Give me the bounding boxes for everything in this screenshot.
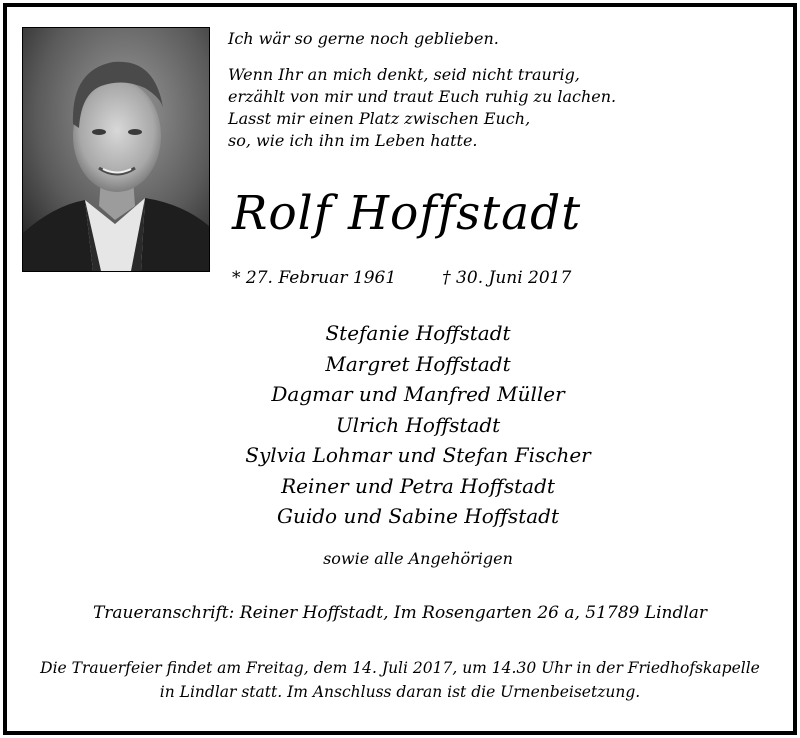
family-list (200, 318, 636, 532)
family-member: Dagmar und Manfred Müller (271, 382, 565, 406)
deceased-name: Rolf Hoffstadt (232, 186, 582, 241)
funeral-notice (0, 656, 800, 704)
funeral-line: Die Trauerfeier findet am Freitag, dem 14. Juli 2017, um 14.30 Uhr in der Friedhofskapelle (40, 659, 760, 677)
family-member: Ulrich Hoffstadt (335, 412, 501, 437)
family-member: Stefanie Hoffstadt (325, 321, 511, 345)
family-member: Reiner und Petra Hoffstadt (281, 473, 555, 498)
family-member: Sylvia Lohmar und Stefan Fischer (245, 443, 591, 467)
poem-first-line: Ich wär so gerne noch geblieben. (228, 29, 499, 48)
family-member: Margret Hoffstadt (325, 351, 511, 376)
poem-line: Lasst mir einen Platz zwischen Euch, (228, 109, 531, 128)
life-dates (232, 268, 571, 288)
poem-line: erzählt von mir und traut Euch ruhig zu lachen. (228, 87, 617, 106)
poem-line: so, wie ich ihn im Leben hatte. (228, 131, 478, 150)
birth-date: * 27. Februar 1961 (232, 268, 397, 288)
relatives-note: sowie alle Angehörigen (323, 549, 513, 568)
death-date: † 30. Juni 2017 (442, 268, 572, 288)
poem (228, 28, 668, 152)
mourning-address: Traueranschrift: Reiner Hoffstadt, Im Rosengarten 26 a, 51789 Lindlar (92, 603, 708, 623)
portrait-photo (22, 27, 210, 272)
poem-line: Wenn Ihr an mich denkt, seid nicht traurig, (228, 65, 580, 84)
funeral-line: in Lindlar statt. Im Anschluss daran ist die Urnenbeisetzung. (159, 683, 641, 701)
family-member: Guido und Sabine Hoffstadt (277, 504, 559, 528)
